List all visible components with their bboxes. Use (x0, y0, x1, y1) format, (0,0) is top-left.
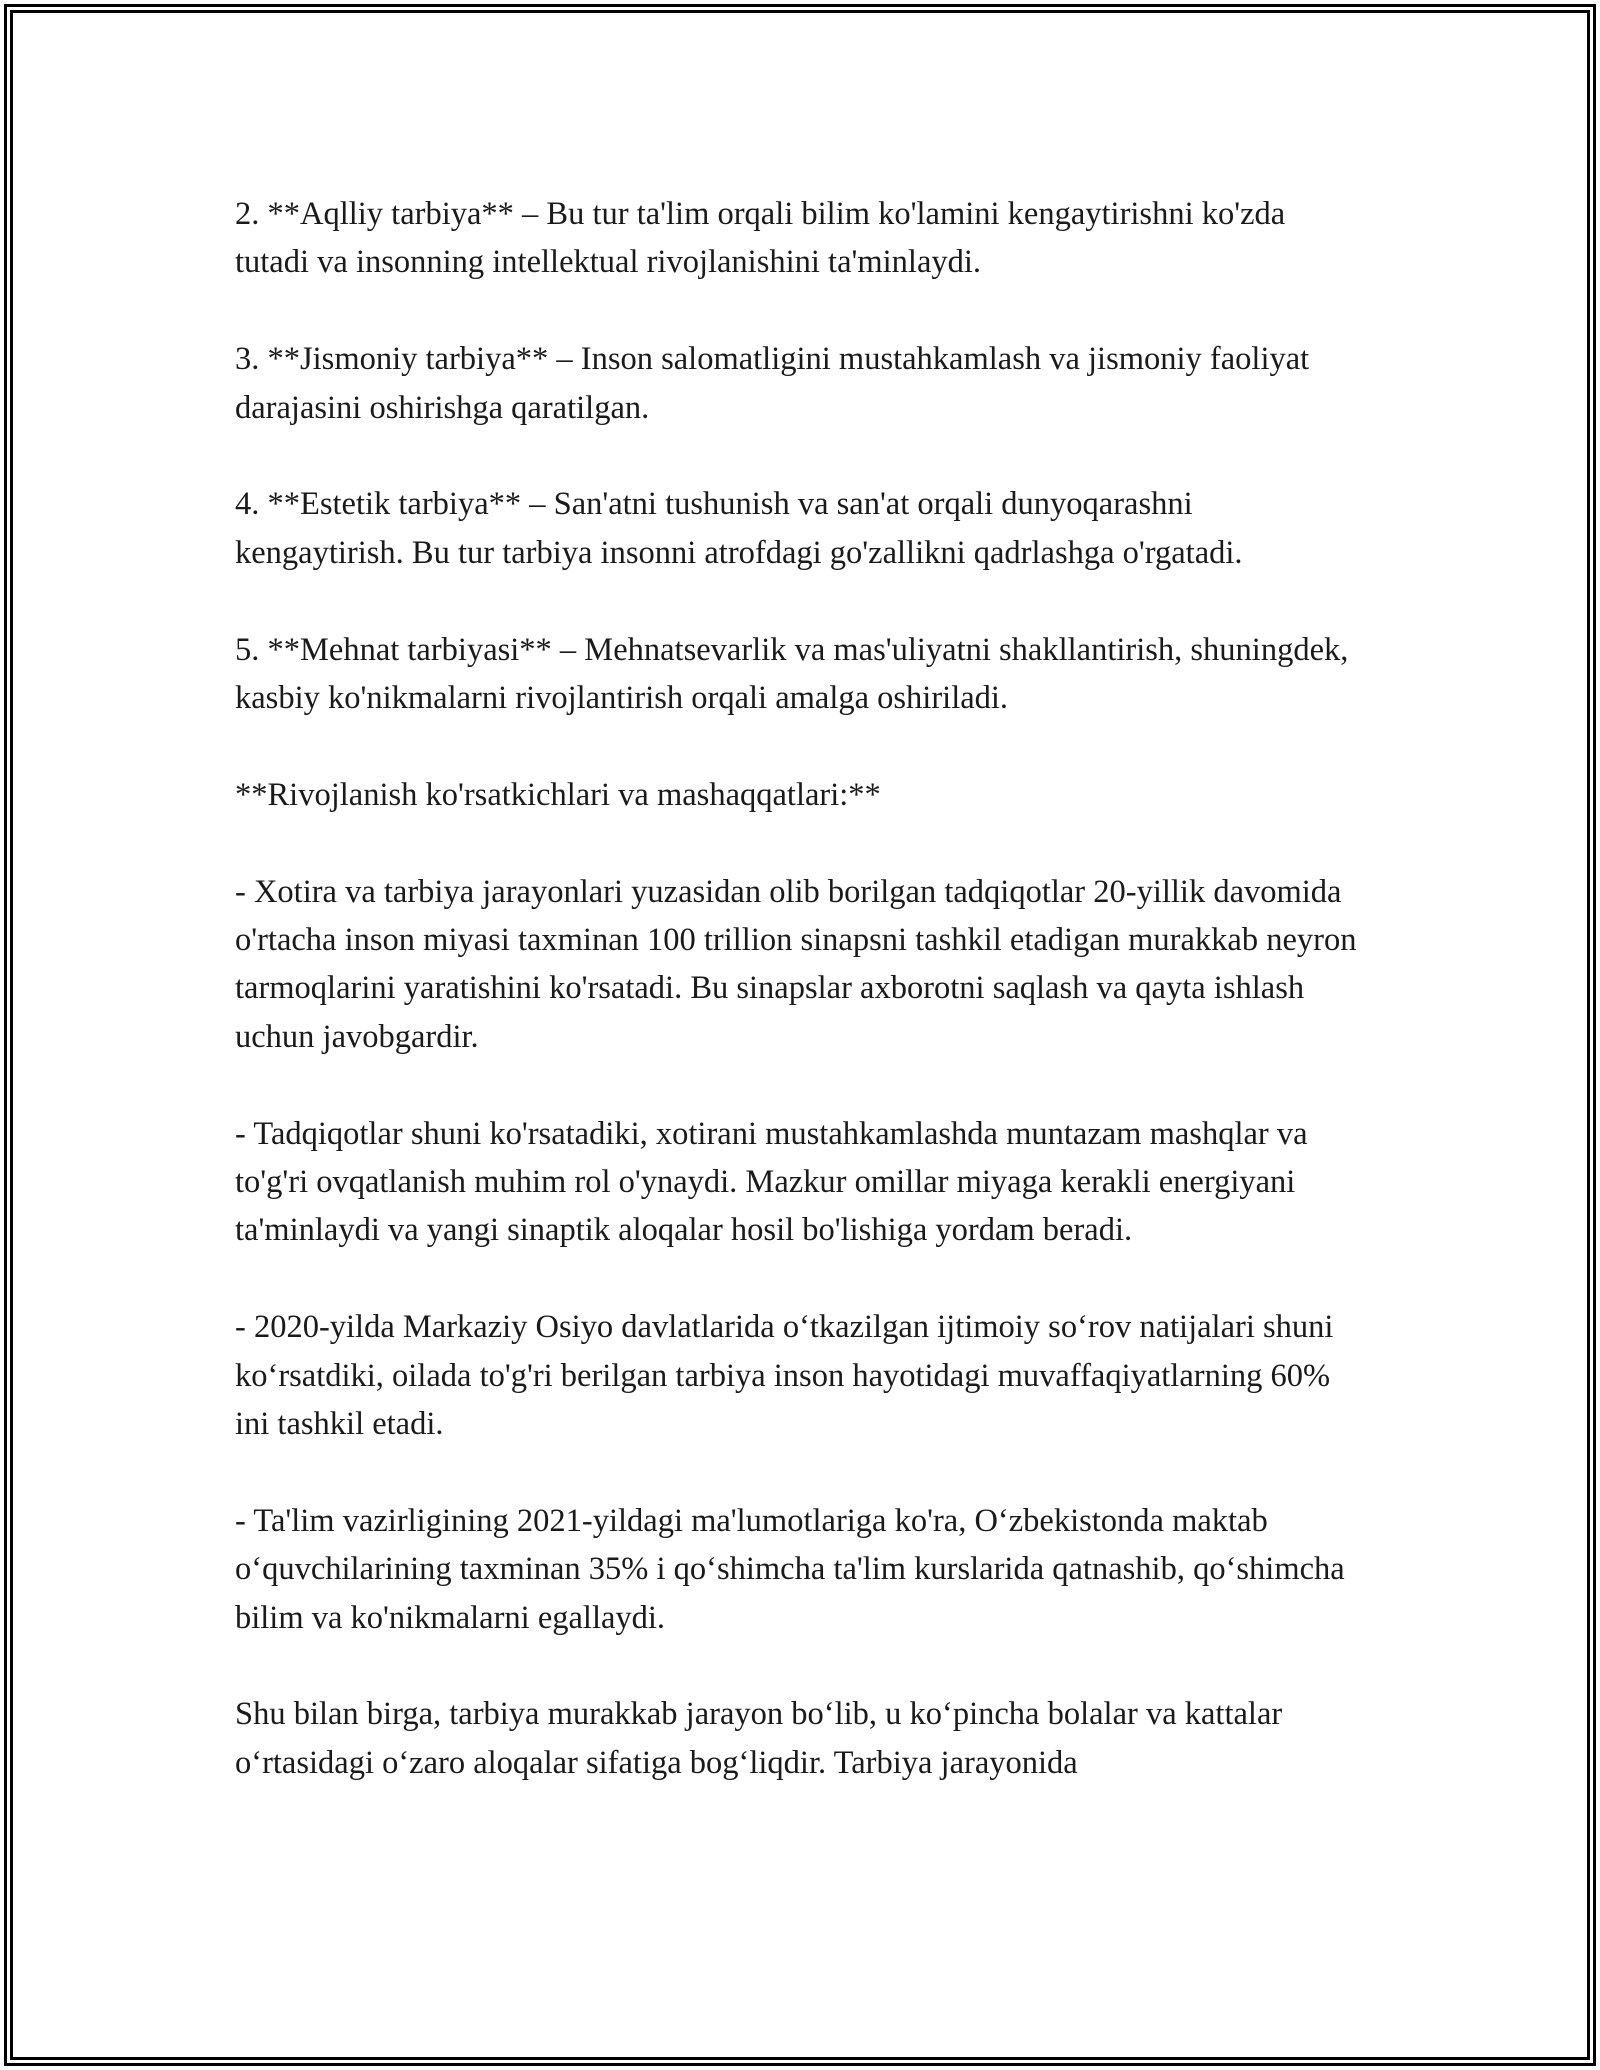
document-body (235, 190, 1365, 1787)
bullet-ijtimoiy-sorov: - 2020-yilda Markaziy Osiyo davlatlarida o‘tkazilgan ijtimoiy so‘rov natijalari shuni ko‘rsatdiki, oilada to'g'ri berilgan tarbiya inson hayotidagi muvaffaqiyatlarning 60% ini tashkil etadi. (235, 1309, 1334, 1443)
paragraph-estetik-tarbiya: 4. **Estetik tarbiya** – San'atni tushunish va san'at orqali dunyoqarashni kengaytirish. Bu tur tarbiya insonni atrofdagi go'zallikni qadrlashga o'rgatadi. (235, 486, 1243, 571)
paragraph-mehnat-tarbiyasi: 5. **Mehnat tarbiyasi** – Mehnatsevarlik va mas'uliyatni shakllantirish, shuningdek, kasbiy ko'nikmalarni rivojlantirish orqali amalga oshiriladi. (235, 631, 1349, 717)
paragraph-xulosa: Shu bilan birga, tarbiya murakkab jarayon bo‘lib, u ko‘pincha bolalar va kattalar o‘rtasidagi o‘zaro aloqalar sifatiga bog‘liqdir. Tarbiya jarayonida (235, 1696, 1283, 1781)
section-heading-rivojlanish: **Rivojlanish ko'rsatkichlari va mashaqqatlari:** (235, 776, 881, 813)
bullet-talim-vazirligi: - Ta'lim vazirligining 2021-yildagi ma'lumotlariga ko'ra, O‘zbekistonda maktab o‘quvchilarining taxminan 35% i qo‘shimcha ta'lim kurslarida qatnashib, qo‘shimcha bilim va ko'nikmalarni egallaydi. (235, 1502, 1345, 1636)
bullet-xotira-tadqiqot: - Xotira va tarbiya jarayonlari yuzasidan olib borilgan tadqiqotlar 20-yillik davomida o'rtacha inson miyasi taxminan 100 trillion sinapsni tashkil etadigan murakkab neyron tarmoqlarini yaratishini ko'rsatadi. Bu sinapslar axborotni saqlash va qayta ishlash uchun javobgardir. (235, 873, 1357, 1055)
paragraph-jismoniy-tarbiya: 3. **Jismoniy tarbiya** – Inson salomatligini mustahkamlash va jismoniy faoliyat darajasini oshirishga qaratilgan. (235, 341, 1310, 426)
bullet-xotira-mustahkamlash: - Tadqiqotlar shuni ko'rsatadiki, xotirani mustahkamlashda muntazam mashqlar va to'g'ri ovqatlanish muhim rol o'ynaydi. Mazkur omillar miyaga kerakli energiyani ta'minlaydi va yangi sinaptik aloqalar hosil bo'lishiga yordam beradi. (235, 1115, 1308, 1249)
paragraph-aqliy-tarbiya: 2. **Aqlliy tarbiya** – Bu tur ta'lim orqali bilim ko'lamini kengaytirishni ko'zda tutadi va insonning intellektual rivojlanishini ta'minlaydi. (235, 196, 1286, 281)
